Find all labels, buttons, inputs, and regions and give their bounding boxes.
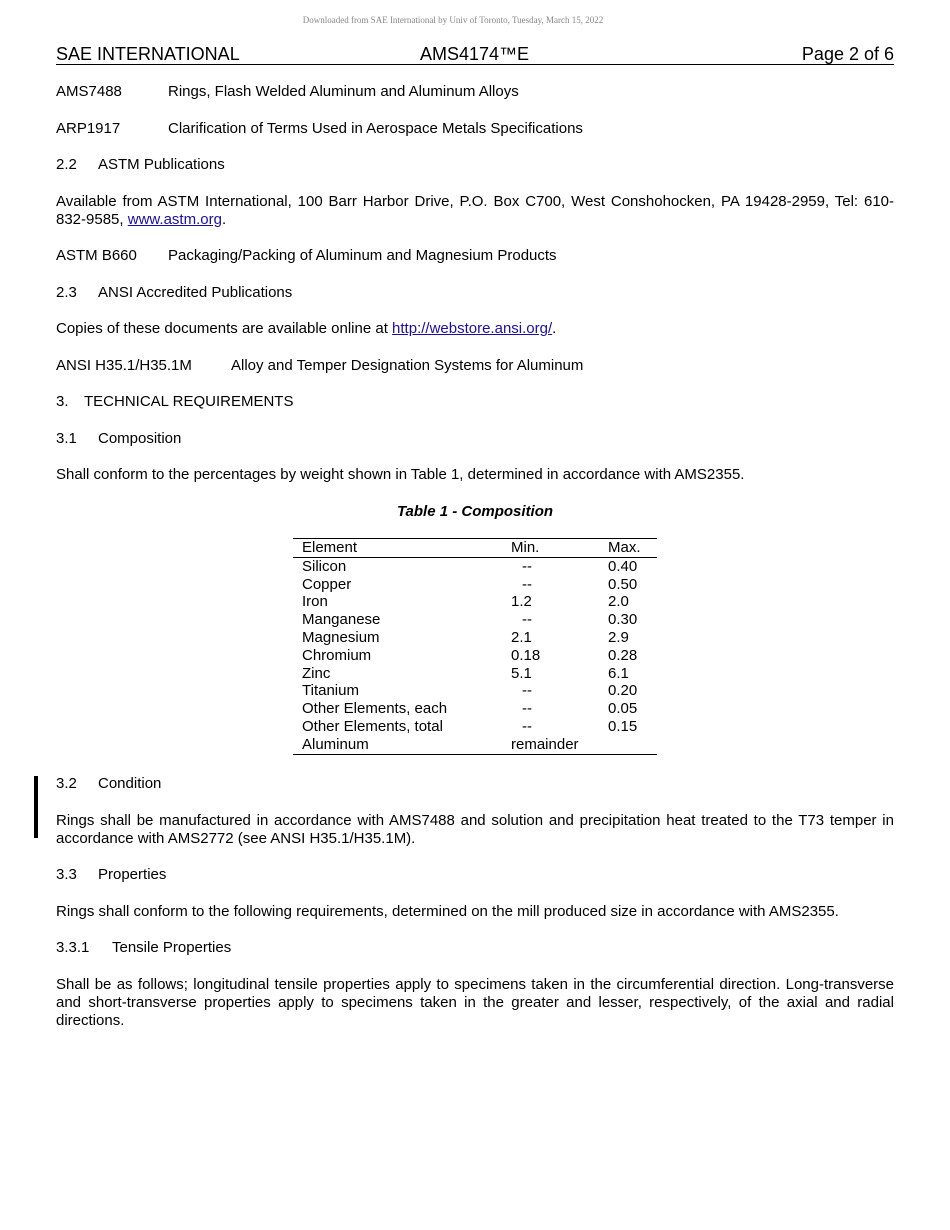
cell-max: 2.9 [608, 628, 629, 646]
cell-min: 2.1 [511, 628, 532, 646]
cell-max [599, 736, 657, 754]
column-header-max: Max. [599, 539, 657, 558]
section-number: 3. [56, 393, 69, 410]
table-row [293, 557, 657, 575]
table-row [293, 736, 657, 754]
ref-ansi-h35 [56, 357, 583, 375]
section-number: 3.3.1 [56, 939, 90, 956]
cell-min: remainder [511, 735, 579, 753]
ansi-availability-paragraph [56, 320, 556, 338]
table-row [293, 665, 657, 683]
ref-ams7488 [56, 83, 519, 101]
ref-title: Alloy and Temper Designation Systems for Aluminum [231, 357, 584, 374]
cell-element: Zinc [302, 664, 331, 682]
section-number: 3.2 [56, 775, 77, 792]
table-row [293, 682, 657, 700]
astm-availability-text: Available from ASTM International, 100 Barr Harbor Drive, P.O. Box C700, West Conshohocken, PA 19428-2959, Tel: 610-832-9585, [56, 193, 894, 228]
page-header [56, 44, 894, 65]
ref-title: Packaging/Packing of Aluminum and Magnesium Products [168, 247, 557, 264]
cell-min: 1.2 [511, 593, 532, 611]
section-number: 3.1 [56, 430, 77, 447]
table-row [293, 629, 657, 647]
table-row [293, 647, 657, 665]
section-number: 3.3 [56, 866, 77, 883]
cell-min: 5.1 [511, 664, 532, 682]
ref-code: ARP1917 [56, 120, 121, 137]
cell-max: 6.1 [608, 664, 629, 682]
ref-title: Rings, Flash Welded Aluminum and Aluminum Alloys [168, 83, 519, 100]
ansi-availability-text: Copies of these documents are available online at [56, 320, 393, 337]
section-3-1-heading [56, 430, 181, 448]
ref-arp1917 [56, 120, 583, 138]
section-3-2-text: Rings shall be manufactured in accordance with AMS7488 and solution and precipitation heat treated to the T73 temper in accordance with AMS2772 (see ANSI H35.1/H35.1M). [56, 812, 894, 847]
section-number: 2.3 [56, 284, 77, 301]
section-number: 2.2 [56, 156, 77, 173]
section-title: Condition [98, 775, 162, 792]
cell-max: 0.30 [608, 611, 638, 629]
composition-table [293, 538, 657, 755]
astm-availability-paragraph [56, 193, 894, 229]
table-row [293, 611, 657, 629]
cell-max: 2.0 [608, 593, 629, 611]
column-header-element: Element [293, 539, 502, 558]
section-3-1-text: Shall conform to the percentages by weight shown in Table 1, determined in accordance with AMS2355. [56, 466, 745, 483]
header-org: SAE INTERNATIONAL [56, 44, 240, 64]
table-header-row [293, 539, 657, 558]
astm-website-link[interactable]: www.astm.org [127, 211, 222, 228]
ansi-webstore-link[interactable]: http://webstore.ansi.org/ [392, 320, 553, 337]
section-2-3-heading [56, 284, 292, 302]
section-title: ANSI Accredited Publications [98, 284, 293, 301]
table-row [293, 576, 657, 594]
cell-element: Chromium [302, 646, 372, 664]
ref-code: ANSI H35.1/H35.1M [56, 357, 192, 374]
cell-element: Manganese [302, 611, 381, 629]
ansi-availability-end: . [552, 320, 557, 337]
section-title: Properties [98, 866, 167, 883]
header-page-number: Page 2 of 6 [801, 44, 894, 64]
cell-min: -- [522, 700, 532, 718]
section-3-3-1-text: Shall be as follows; longitudinal tensile properties apply to specimens taken in the circumferential direction. Long-transverse and short-transverse properties apply to specimens taken in the greater and lesser, respectively, of the axial and radial directions. [56, 976, 894, 1029]
cell-min: -- [522, 682, 532, 700]
cell-min: -- [522, 575, 532, 593]
cell-element: Copper [302, 575, 352, 593]
ref-code: AMS7488 [56, 83, 122, 100]
cell-element: Iron [302, 593, 328, 611]
section-title: ASTM Publications [98, 156, 225, 173]
cell-min: -- [522, 557, 532, 575]
revision-bar [34, 776, 38, 838]
cell-max: 0.50 [608, 575, 638, 593]
header-doc-number: AMS4174™E [420, 44, 530, 64]
cell-element: Silicon [302, 557, 347, 575]
cell-element: Other Elements, each [302, 700, 448, 718]
section-3-2-heading [56, 775, 161, 793]
cell-min: -- [522, 611, 532, 629]
download-note: Downloaded from SAE International by Univ of Toronto, Tuesday, March 15, 2022 [302, 15, 604, 25]
cell-element: Magnesium [302, 628, 380, 646]
ref-code: ASTM B660 [56, 247, 137, 264]
cell-element: Titanium [302, 682, 359, 700]
column-header-min: Min. [502, 539, 599, 558]
astm-availability-end: . [221, 211, 227, 228]
table-row [293, 718, 657, 736]
ref-astm-b660 [56, 247, 557, 265]
section-title: TECHNICAL REQUIREMENTS [84, 393, 294, 410]
table-1-title: Table 1 - Composition [396, 503, 554, 520]
section-3-heading [56, 393, 293, 411]
cell-element: Aluminum [302, 735, 369, 753]
section-3-3-heading [56, 866, 166, 884]
cell-min: 0.18 [511, 646, 541, 664]
section-title: Tensile Properties [112, 939, 232, 956]
ref-title: Clarification of Terms Used in Aerospace Metals Specifications [168, 120, 583, 137]
cell-max: 0.40 [608, 557, 638, 575]
table-row [293, 593, 657, 611]
cell-max: 0.28 [608, 646, 638, 664]
cell-max: 0.15 [608, 717, 638, 735]
section-3-3-text: Rings shall conform to the following requirements, determined on the mill produced size in accordance with AMS2355. [56, 903, 839, 920]
cell-element: Other Elements, total [302, 717, 443, 735]
section-title: Composition [98, 430, 182, 447]
table-row [293, 700, 657, 718]
cell-max: 0.05 [608, 700, 638, 718]
section-3-3-1-heading [56, 939, 231, 957]
section-2-2-heading [56, 156, 225, 174]
cell-max: 0.20 [608, 682, 638, 700]
cell-min: -- [522, 717, 532, 735]
